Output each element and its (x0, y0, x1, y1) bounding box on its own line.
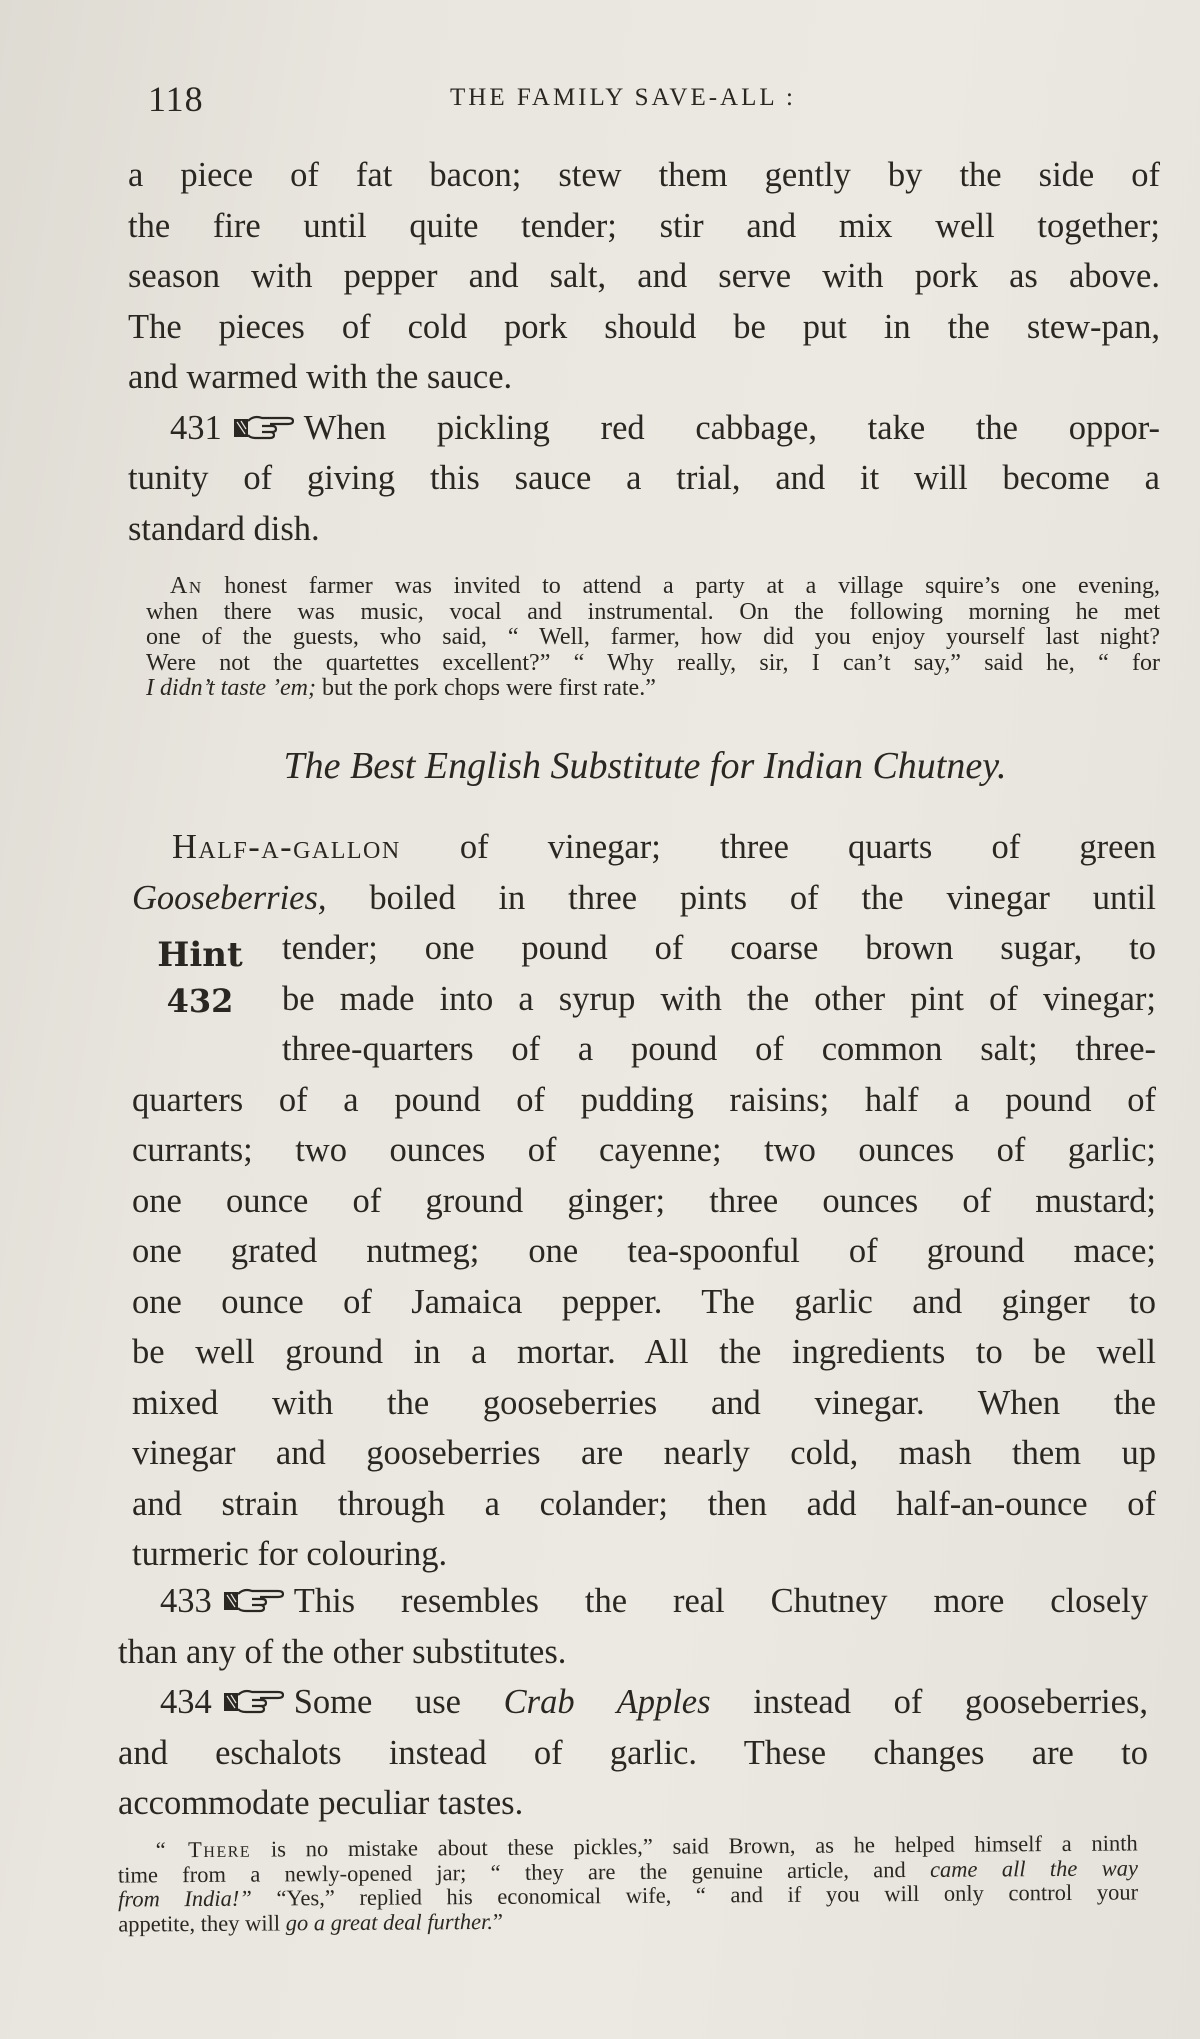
pointing-hand-icon (222, 1687, 284, 1715)
text-line (132, 822, 1156, 873)
text-fragment: boiled in three pints of the vinegar until (369, 878, 1156, 917)
text-line: and warmed with the sauce. (128, 358, 513, 396)
footnote-text: is no mistake about these pickles,” said Brown, as he helped himself a ninth (270, 1830, 1138, 1862)
footnote-line (146, 676, 1160, 702)
anecdote-footnote (146, 573, 1161, 702)
footnote-italic: from India!” (118, 1885, 252, 1912)
text-line: and eschalots instead of garlic. These changes are to (118, 1733, 1148, 1772)
text-line: one grated nutmeg; one tea-spoonful of ground mace; (132, 1232, 1156, 1270)
hints-433-434 (118, 1576, 1148, 1829)
footnote-lead: An (170, 573, 203, 599)
text-line: turmeric for colouring. (132, 1535, 448, 1573)
paragraph-continued (128, 150, 1160, 554)
text-line: tender; one pound of coarse brown sugar, to (282, 929, 1156, 967)
footnote-text: time from a newly-opened jar; “ they are the genuine article, and (117, 1856, 906, 1888)
pointing-hand-icon (222, 1586, 284, 1614)
text-line: the fire until quite tender; stir and mix well together; (128, 206, 1160, 245)
text-line: accommodate peculiar tastes. (118, 1784, 524, 1822)
text-line: be made into a syrup with the other pint of vinegar; (282, 979, 1156, 1018)
running-head: THE FAMILY SAVE-ALL : (450, 84, 796, 111)
text-line: tunity of giving this sauce a trial, and it will become a (128, 459, 1160, 497)
hint-434-text: Some use (293, 1683, 461, 1721)
footnote-text: honest farmer was invited to attend a party at a village squire’s one evening, (224, 573, 1161, 599)
footnote-text: “Yes,” replied his economical wife, “ and if you will only control your (276, 1879, 1139, 1911)
hint-434-line (118, 1677, 1148, 1728)
footnote-line: Were not the quartettes excellent?” “ Why really, sir, I can’t say,” said he, “ for (146, 649, 1160, 676)
footnote-text: but the pork chops were first rate.” (321, 675, 656, 701)
footnote-line: one of the guests, who said, “ Well, farmer, how did you enjoy yourself last night? (146, 624, 1160, 650)
italic-ingredient: Crab Apples (503, 1683, 711, 1721)
page-header (148, 78, 1140, 118)
recipe-body (132, 822, 1156, 1580)
footnote-line (170, 574, 1160, 600)
recipe-title: The Best English Substitute for Indian Chutney. (283, 745, 1007, 787)
text-line: currants; two ounces of cayenne; two ounces of garlic; (132, 1131, 1156, 1169)
footnote-italic: I didn’t taste ’em; (146, 675, 316, 701)
text-line: be well ground in a mortar. All the ingredients to be well (132, 1333, 1156, 1371)
pickles-anecdote-footnote (118, 1831, 1139, 1936)
hint-433-text: This resembles the real Chutney more closely (293, 1582, 1148, 1620)
footnote-italic: go a great deal further. (285, 1908, 494, 1935)
text-line: three-quarters of a pound of common salt; three- (282, 1030, 1156, 1068)
italic-ingredient: Gooseberries, (132, 878, 327, 917)
footnote-line (118, 1905, 1138, 1937)
text-line: mixed with the gooseberries and vinegar. When the (132, 1383, 1156, 1422)
text-line: one ounce of ground ginger; three ounces of mustard; (132, 1181, 1156, 1220)
hint-434-number: 434 (160, 1683, 212, 1721)
hint-431-text: When pickling red cabbage, take the oppor- (303, 408, 1160, 447)
hint-434-text: instead of gooseberries, (753, 1683, 1149, 1721)
hint-433-number: 433 (160, 1582, 212, 1620)
hint-431-line (128, 403, 1160, 454)
text-line: standard dish. (128, 509, 320, 548)
footnote-text: ” (492, 1908, 504, 1934)
text-line: a piece of fat bacon; stew them gently by the side of (128, 156, 1160, 194)
text-fragment: of vinegar; three quarts of green (459, 828, 1157, 866)
hint-431-number: 431 (170, 408, 222, 447)
footnote-lead: “ There (155, 1836, 252, 1863)
hint-433-line (118, 1576, 1148, 1627)
text-line (132, 873, 1156, 924)
pointing-hand-icon (232, 413, 294, 441)
hint-label: Hint (157, 935, 243, 975)
footnote-line: when there was music, vocal and instrumental. On the following morning he met (146, 598, 1160, 625)
page-number: 118 (148, 79, 204, 119)
footnote-italic: came all the way (929, 1854, 1138, 1882)
text-line: quarters of a pound of pudding raisins; half a pound of (132, 1080, 1156, 1119)
recipe-opening: Half-a-gallon (172, 828, 401, 866)
footnote-text: appetite, they will (118, 1909, 281, 1937)
text-line: and strain through a colander; then add half-an-ounce of (132, 1484, 1156, 1523)
text-line: The pieces of cold pork should be put in the stew-pan, (128, 307, 1160, 346)
text-line: season with pepper and salt, and serve with pork as above. (128, 257, 1160, 295)
text-line: vinegar and gooseberries are nearly cold, mash them up (132, 1434, 1156, 1472)
hint-number: 432 (166, 982, 234, 1020)
text-line: than any of the other substitutes. (118, 1632, 567, 1671)
text-line: one ounce of Jamaica pepper. The garlic and ginger to (132, 1282, 1156, 1321)
